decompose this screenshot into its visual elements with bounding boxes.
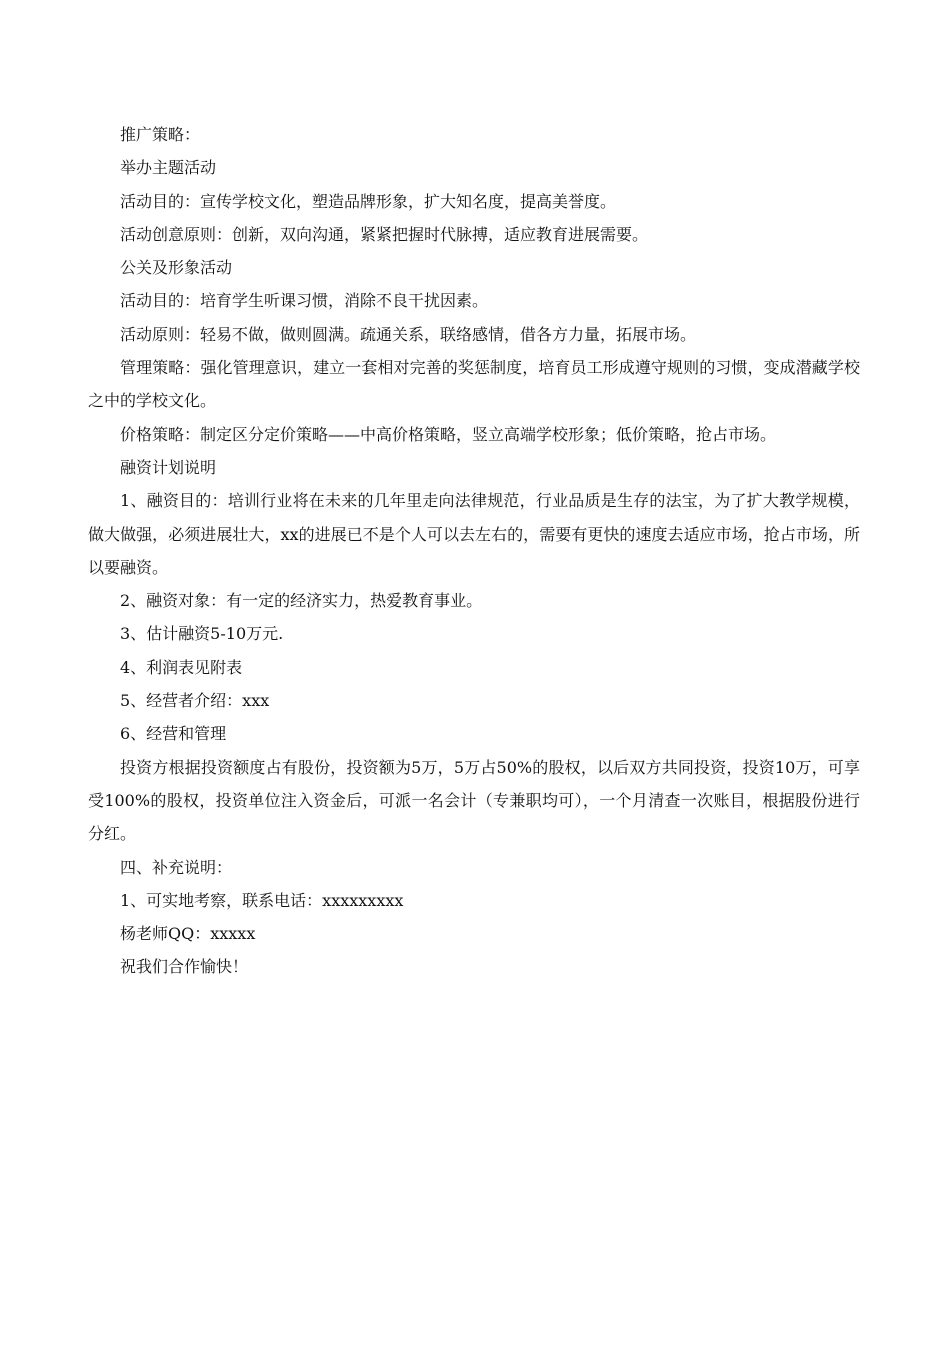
paragraph-pr-purpose: 活动目的：培育学生听课习惯，消除不良干扰因素。: [120, 291, 489, 311]
paragraph-investment-terms: 投资方根据投资额度占有股份，投资额为5万，5万占50%的股权，以后双方共同投资，投资10万，可享受100%的股权，投资单位注入资金后，可派一名会计（专兼职均可），一个月清查一次账目，根据股份进行分红。: [88, 757, 860, 844]
subheading-pr-activity: 公关及形象活动: [120, 258, 233, 278]
document-body: [88, 118, 860, 984]
paragraph-closing: 祝我们合作愉快！: [120, 957, 249, 977]
paragraph-contact-phone: 1、可实地考察，联系电话：xxxxxxxxx: [120, 890, 404, 910]
paragraph-pricing-strategy: 价格策略：制定区分定价策略——中高价格策略，竖立高端学校形象；低价策略，抢占市场。: [120, 424, 777, 444]
paragraph-contact-qq: 杨老师QQ：xxxxx: [120, 924, 256, 944]
paragraph-pr-principle: 活动原则：轻易不做，做则圆满。疏通关系，联络感情，借各方力量，拓展市场。: [120, 324, 697, 344]
paragraph-creative-principle: 活动创意原则：创新，双向沟通，紧紧把握时代脉搏，适应教育进展需要。: [120, 224, 649, 244]
paragraph-financing-target: 2、融资对象：有一定的经济实力，热爱教育事业。: [120, 591, 483, 611]
heading-promotion-strategy: 推广策略：: [120, 125, 201, 144]
paragraph-profit-table: 4、利润表见附表: [120, 657, 243, 677]
heading-supplementary-notes: 四、补充说明：: [120, 857, 233, 877]
paragraph-operation-management: 6、经营和管理: [120, 724, 227, 744]
subheading-theme-activity: 举办主题活动: [120, 158, 217, 178]
paragraph-financing-purpose: 1、融资目的：培训行业将在未来的几年里走向法律规范，行业品质是生存的法宝，为了扩大教学规模，做大做强，必须进展壮大，xx的进展已不是个人可以去左右的，需要有更快的速度去适应市场，抢占市场，所以要融资。: [88, 491, 860, 577]
paragraph-activity-purpose: 活动目的：宣传学校文化，塑造品牌形象，扩大知名度，提高美誉度。: [120, 191, 617, 211]
heading-financing-plan: 融资计划说明: [120, 457, 217, 477]
paragraph-operator-intro: 5、经营者介绍：xxx: [120, 691, 270, 711]
paragraph-management-strategy: 管理策略：强化管理意识，建立一套相对完善的奖惩制度，培育员工形成遵守规则的习惯，变成潜藏学校之中的学校文化。: [88, 358, 860, 411]
paragraph-financing-amount: 3、估计融资5-10万元.: [120, 624, 284, 644]
